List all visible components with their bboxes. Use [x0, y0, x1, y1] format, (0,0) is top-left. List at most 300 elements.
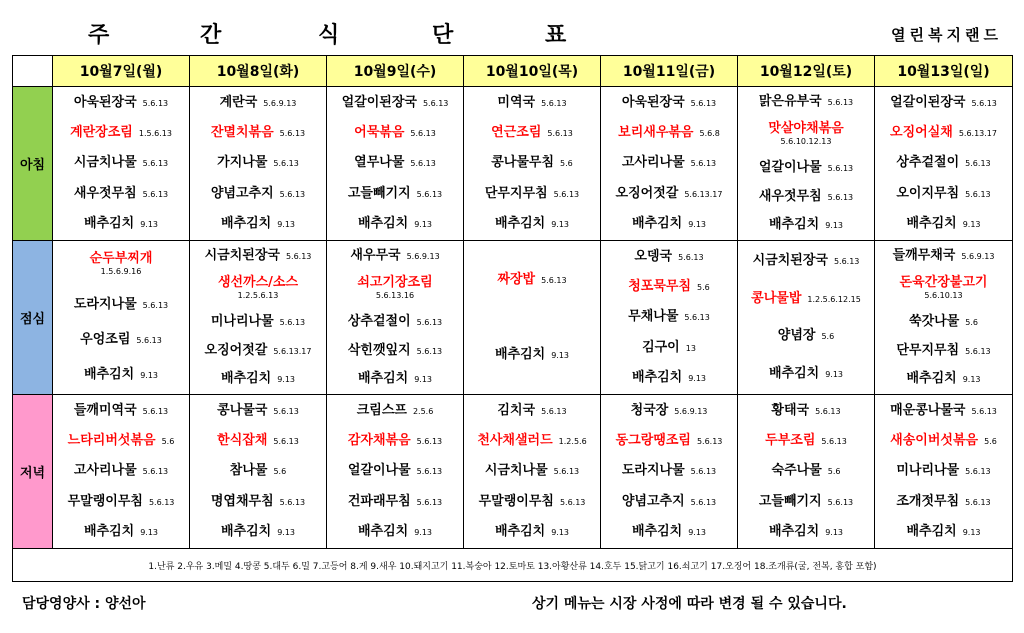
- dish-name: 생선까스/소스: [217, 275, 299, 291]
- allergen-codes: 5.6.13: [273, 159, 299, 169]
- dish-name: 배추김치: [220, 523, 272, 539]
- menu-item: [57, 494, 185, 510]
- dish-name: 배추김치: [631, 369, 683, 385]
- allergen-codes: 5.6.13: [541, 407, 567, 417]
- allergen-codes: 5.6.13: [965, 346, 991, 356]
- dish-name: 미나리나물: [210, 314, 274, 330]
- allergen-codes: 5.6.13: [142, 159, 169, 169]
- menu-cell: [53, 395, 190, 549]
- allergen-codes: 5.6.13: [690, 497, 717, 507]
- menu-item: [57, 95, 185, 111]
- dish-name: 배추김치: [220, 370, 272, 386]
- allergen-codes: 5.6.10.12.13: [780, 137, 832, 147]
- day-header: 10월8일(화): [190, 56, 327, 87]
- menu-item: [468, 433, 596, 449]
- menu-cell: [875, 395, 1013, 549]
- allergen-codes: 5.6.13: [541, 275, 567, 285]
- allergen-codes: 5.6.13: [971, 407, 997, 417]
- dish-name: 배추김치: [357, 370, 409, 386]
- allergen-codes: 5.6.13: [827, 497, 854, 507]
- menu-cell: [327, 395, 464, 549]
- meal-label: 점심: [13, 241, 53, 395]
- allergen-codes: 5.6.13: [690, 159, 717, 169]
- dish-name: 황태국: [771, 403, 810, 419]
- day-header: 10월7일(월): [53, 56, 190, 87]
- dish-name: 상추겉절이: [896, 155, 960, 171]
- dish-name: 시금치나물: [73, 155, 137, 171]
- dish-name: 가지나물: [217, 155, 268, 171]
- allergen-codes: 5.6.13: [410, 129, 436, 139]
- organization-name: 열린복지랜드: [891, 26, 1002, 44]
- menu-item: [194, 155, 322, 171]
- allergen-codes: 1.2.5.6: [558, 437, 587, 447]
- allergen-codes: 5.6.13: [690, 467, 717, 477]
- menu-item: [331, 314, 459, 330]
- menu-item: [879, 186, 1008, 202]
- allergen-codes: 9.13: [140, 219, 159, 229]
- menu-cell: [464, 241, 601, 395]
- dish-name: 들깨미역국: [73, 403, 137, 419]
- allergen-codes: 9.13: [414, 219, 433, 229]
- allergen-codes: 5.6.13: [279, 129, 306, 139]
- allergen-codes: 5.6.13: [965, 467, 991, 477]
- menu-item: [331, 248, 459, 264]
- day-header: 10월10일(목): [464, 56, 601, 87]
- dish-name: 배추김치: [768, 366, 820, 382]
- allergen-codes: 5.6.9.13: [674, 407, 708, 417]
- corner-cell: [13, 56, 53, 87]
- allergen-codes: 5.6: [161, 437, 175, 447]
- menu-item: [879, 216, 1008, 232]
- allergen-codes: 5.6.13.17: [684, 189, 723, 199]
- menu-item: [742, 463, 870, 479]
- menu-cell: [738, 87, 875, 241]
- allergen-codes: 9.13: [962, 374, 981, 384]
- allergen-legend: 1.난류 2.우유 3.메밀 4.땅콩 5.대두 6.밀 7.고등어 8.게 9.새우 10.돼지고기 11.복숭아 12.토마토 13.아황산류 14.호두 15.닭고기 16.쇠고기 17.오징어 18.조개류(굴, 전복, 홍합 포함): [13, 549, 1013, 582]
- menu-item: [468, 216, 596, 232]
- allergen-codes: 5.6.13: [965, 159, 991, 169]
- allergen-codes: 9.13: [688, 219, 707, 229]
- dish-name: 무말랭이무침: [67, 493, 143, 509]
- allergen-codes: 5.6.13: [827, 192, 854, 202]
- menu-item: [468, 125, 596, 141]
- allergen-codes: 5.6.13: [273, 407, 299, 417]
- allergen-codes: 9.13: [140, 371, 159, 381]
- menu-item: [879, 125, 1008, 141]
- menu-item: [57, 433, 185, 449]
- allergen-codes: 5.6.13: [416, 467, 443, 477]
- menu-cell: [53, 241, 190, 395]
- dish-name: 무말랭이무침: [478, 493, 554, 509]
- menu-item: [468, 347, 596, 363]
- menu-item: [468, 272, 596, 288]
- menu-item: [605, 186, 733, 202]
- allergen-codes: 5.6.13: [684, 313, 710, 323]
- allergen-codes: 5.6.13: [279, 497, 306, 507]
- dish-name: 동그랑땡조림: [615, 433, 691, 449]
- dish-name: 콩나물무침: [491, 155, 555, 171]
- menu-item: [194, 276, 322, 302]
- dish-name: 천사채샐러드: [477, 433, 553, 449]
- menu-item: [331, 433, 459, 449]
- menu-item: [194, 95, 322, 111]
- menu-item: [879, 403, 1008, 419]
- allergen-codes: 5.6.13: [965, 189, 991, 199]
- allergen-codes: 5.6.13: [690, 99, 717, 109]
- menu-item: [605, 95, 733, 111]
- allergen-codes: 5.6.13: [821, 437, 847, 447]
- menu-cell: [327, 241, 464, 395]
- menu-item: [742, 494, 870, 510]
- allergen-codes: 5.6.13: [148, 497, 175, 507]
- allergen-codes: 5.6.13: [279, 189, 306, 199]
- dish-name: 얼갈이나물: [758, 160, 822, 176]
- dish-name: 아욱된장국: [73, 95, 137, 111]
- dish-name: 김구이: [642, 339, 680, 355]
- menu-item: [605, 494, 733, 510]
- title-char: 표: [545, 23, 567, 48]
- menu-item: [742, 189, 870, 205]
- dish-name: 양념장: [777, 328, 816, 344]
- dish-name: 우엉조림: [80, 332, 131, 348]
- allergen-codes: 5.6: [273, 467, 287, 477]
- dish-name: 고들빼기지: [758, 493, 822, 509]
- menu-item: [879, 343, 1008, 359]
- menu-item: [331, 524, 459, 540]
- menu-item: [468, 403, 596, 419]
- allergen-codes: 5.6.13: [279, 318, 306, 328]
- allergen-codes: 13: [685, 343, 696, 353]
- menu-item: [57, 155, 185, 171]
- menu-item: [742, 122, 870, 148]
- dish-name: 보리새우볶음: [618, 125, 694, 141]
- menu-item: [194, 343, 322, 359]
- menu-item: [742, 94, 870, 110]
- menu-item: [194, 314, 322, 330]
- allergen-legend-row: [13, 549, 1013, 582]
- menu-item: [331, 343, 459, 359]
- allergen-codes: 5.6.13.17: [958, 129, 997, 139]
- menu-item: [742, 291, 870, 307]
- allergen-codes: 5.6.13: [410, 159, 436, 169]
- dish-name: 짜장밥: [497, 271, 536, 287]
- meal-label: 아침: [13, 87, 53, 241]
- menu-item: [879, 276, 1008, 302]
- dish-name: 단무지무침: [484, 185, 548, 201]
- allergen-codes: 5.6.13: [827, 164, 854, 174]
- dish-name: 삭힌깻잎지: [347, 342, 411, 358]
- menu-cell: [601, 241, 738, 395]
- menu-item: [879, 524, 1008, 540]
- menu-item: [605, 370, 733, 386]
- allergen-codes: 5.6.13: [553, 189, 580, 199]
- menu-item: [605, 249, 733, 265]
- meal-row: [13, 241, 1013, 395]
- dish-name: 고사리나물: [621, 155, 685, 171]
- day-header: 10월11일(금): [601, 56, 738, 87]
- menu-item: [879, 314, 1008, 330]
- meal-label: 저녁: [13, 395, 53, 549]
- allergen-codes: 5.6.13: [833, 256, 860, 266]
- dish-name: 느타리버섯볶음: [67, 433, 156, 449]
- allergen-codes: 9.13: [962, 527, 981, 537]
- allergen-codes: 9.13: [551, 351, 570, 361]
- dish-name: 계란국: [219, 95, 258, 111]
- dish-name: 배추김치: [83, 523, 135, 539]
- dish-name: 매운콩나물국: [890, 403, 966, 419]
- day-header: 10월13일(일): [875, 56, 1013, 87]
- dish-name: 배추김치: [631, 523, 683, 539]
- dish-name: 연근조림: [491, 125, 542, 141]
- allergen-codes: 5.6.13: [142, 300, 169, 310]
- dish-name: 배추김치: [906, 370, 957, 386]
- dish-name: 배추김치: [357, 523, 409, 539]
- allergen-codes: 5.6.13: [678, 253, 704, 263]
- menu-item: [331, 155, 459, 171]
- menu-item: [879, 371, 1008, 387]
- menu-item: [57, 186, 185, 202]
- dish-name: 오이지무침: [896, 185, 960, 201]
- menu-item: [605, 216, 733, 232]
- dish-name: 들깨무채국: [892, 248, 956, 264]
- allergen-codes: 9.13: [825, 370, 844, 380]
- menu-item: [879, 95, 1008, 111]
- dish-name: 청포묵무침: [628, 279, 692, 295]
- allergen-codes: 9.13: [414, 527, 433, 537]
- dish-name: 새우젓무침: [73, 185, 137, 201]
- dish-name: 고사리나물: [73, 463, 137, 479]
- menu-item: [468, 186, 596, 202]
- dish-name: 쑥갓나물: [909, 314, 960, 330]
- menu-item: [331, 186, 459, 202]
- allergen-codes: 5.6.13: [136, 336, 162, 346]
- menu-cell: [875, 87, 1013, 241]
- dish-name: 배추김치: [631, 215, 683, 231]
- dish-name: 건파래무침: [347, 493, 411, 509]
- dish-name: 콩나물밥: [751, 290, 802, 306]
- allergen-codes: 5.6.9.13: [961, 252, 995, 262]
- menu-item: [194, 433, 322, 449]
- dish-name: 시금치나물: [484, 463, 548, 479]
- dish-name: 도라지나물: [621, 463, 685, 479]
- allergen-codes: 5.6.13: [971, 99, 997, 109]
- title-char: 간: [200, 23, 222, 48]
- dish-name: 한식잡채: [217, 433, 268, 449]
- dish-name: 단무지무침: [896, 342, 960, 358]
- allergen-codes: 5.6.13: [965, 497, 991, 507]
- menu-item: [57, 403, 185, 419]
- allergen-codes: 9.13: [825, 527, 844, 537]
- allergen-codes: 9.13: [551, 219, 570, 229]
- menu-item: [879, 433, 1008, 449]
- menu-item: [879, 248, 1008, 264]
- menu-item: [605, 309, 733, 325]
- dish-name: 얼갈이된장국: [341, 95, 417, 111]
- dish-name: 배추김치: [768, 216, 820, 232]
- allergen-codes: 9.13: [688, 373, 707, 383]
- dish-name: 맛살야채볶음: [768, 121, 844, 137]
- day-header-row: [13, 56, 1013, 87]
- allergen-codes: 5.6.13: [416, 189, 443, 199]
- menu-item: [57, 332, 185, 348]
- menu-item: [57, 252, 185, 278]
- menu-item: [605, 524, 733, 540]
- menu-item: [57, 216, 185, 232]
- dish-name: 두부조림: [765, 433, 816, 449]
- allergen-codes: 5.6.13: [696, 437, 723, 447]
- allergen-codes: 5.6: [984, 437, 997, 447]
- menu-item: [468, 494, 596, 510]
- menu-item: [742, 160, 870, 176]
- allergen-codes: 5.6.10.13: [924, 291, 963, 301]
- allergen-codes: 9.13: [414, 374, 433, 384]
- menu-item: [194, 248, 322, 264]
- menu-cell: [464, 87, 601, 241]
- dish-name: 감자채볶음: [347, 433, 411, 449]
- allergen-codes: 5.6.13.16: [375, 291, 415, 301]
- dish-name: 열무나물: [354, 155, 405, 171]
- menu-item: [331, 216, 459, 232]
- title-char: 주: [88, 23, 110, 48]
- dish-name: 배추김치: [906, 523, 957, 539]
- dish-name: 상추겉절이: [347, 314, 411, 330]
- dish-name: 새우무국: [350, 248, 401, 264]
- menu-item: [742, 217, 870, 233]
- menu-item: [468, 95, 596, 111]
- menu-item: [331, 463, 459, 479]
- allergen-codes: 9.13: [688, 527, 707, 537]
- menu-item: [194, 186, 322, 202]
- menu-item: [605, 155, 733, 171]
- menu-cell: [53, 87, 190, 241]
- day-header: 10월9일(수): [327, 56, 464, 87]
- menu-item: [605, 125, 733, 141]
- menu-cell: [601, 87, 738, 241]
- allergen-codes: 5.6.13: [416, 497, 443, 507]
- dish-name: 배추김치: [768, 523, 820, 539]
- allergen-codes: 9.13: [277, 527, 296, 537]
- menu-item: [468, 155, 596, 171]
- menu-item: [57, 125, 185, 141]
- allergen-codes: 9.13: [962, 219, 981, 229]
- menu-item: [194, 216, 322, 232]
- menu-item: [879, 494, 1008, 510]
- dish-name: 고들빼기지: [347, 185, 411, 201]
- allergen-codes: 5.6.13: [541, 99, 567, 109]
- allergen-codes: 5.6.13: [416, 437, 443, 447]
- menu-item: [331, 125, 459, 141]
- allergen-codes: 5.6: [560, 159, 573, 169]
- allergen-codes: 5.6.13: [416, 318, 443, 328]
- allergen-codes: 5.6.13: [142, 467, 169, 477]
- menu-item: [57, 524, 185, 540]
- dish-name: 얼갈이된장국: [890, 95, 966, 111]
- allergen-codes: 5.6.13: [142, 99, 169, 109]
- allergen-codes: 5.6: [827, 467, 841, 477]
- dish-name: 오징어젓갈: [615, 185, 679, 201]
- allergen-codes: 1.2.5.6.13: [237, 291, 279, 301]
- menu-cell: [875, 241, 1013, 395]
- dish-name: 시금치된장국: [752, 252, 828, 268]
- menu-item: [194, 494, 322, 510]
- menu-item: [194, 524, 322, 540]
- dish-name: 배추김치: [83, 367, 135, 383]
- menu-change-notice: 상기 메뉴는 시장 사정에 따라 변경 될 수 있습니다.: [532, 596, 847, 612]
- dish-name: 어묵볶음: [354, 125, 405, 141]
- allergen-codes: 5.6.8: [699, 129, 720, 139]
- dish-name: 청국장: [630, 403, 669, 419]
- menu-cell: [190, 395, 327, 549]
- allergen-codes: 9.13: [277, 374, 296, 384]
- dish-name: 오징어젓갈: [204, 342, 268, 358]
- menu-item: [331, 403, 459, 419]
- dish-name: 참나물: [229, 463, 268, 479]
- menu-cell: [464, 395, 601, 549]
- allergen-codes: 9.13: [825, 220, 844, 230]
- menu-item: [605, 433, 733, 449]
- menu-cell: [738, 395, 875, 549]
- allergen-codes: 5.6: [697, 283, 710, 293]
- dish-name: 순두부찌개: [89, 250, 153, 266]
- dish-name: 배추김치: [220, 215, 272, 231]
- title-char: 단: [432, 23, 454, 48]
- dish-name: 배추김치: [494, 347, 546, 363]
- dish-name: 양념고추지: [621, 493, 685, 509]
- allergen-codes: 9.13: [140, 527, 159, 537]
- allergen-codes: 5.6.9.13: [263, 99, 297, 109]
- menu-item: [605, 403, 733, 419]
- menu-item: [331, 95, 459, 111]
- menu-cell: [738, 241, 875, 395]
- menu-item: [468, 524, 596, 540]
- dish-name: 잔멸치볶음: [210, 125, 274, 141]
- allergen-codes: 5.6.9.13: [406, 252, 440, 262]
- allergen-codes: 5.6.13: [553, 467, 580, 477]
- day-header: 10월12일(토): [738, 56, 875, 87]
- dish-name: 아욱된장국: [621, 95, 685, 111]
- dish-name: 오뎅국: [634, 249, 673, 265]
- allergen-codes: 5.6: [821, 332, 835, 342]
- menu-item: [331, 494, 459, 510]
- dish-name: 도라지나물: [73, 296, 137, 312]
- allergen-codes: 1.5.6.9.16: [100, 266, 142, 276]
- menu-item: [331, 276, 459, 302]
- menu-item: [331, 371, 459, 387]
- menu-item: [468, 463, 596, 479]
- dish-name: 숙주나물: [771, 463, 822, 479]
- dish-name: 김치국: [497, 403, 536, 419]
- menu-cell: [190, 87, 327, 241]
- dish-name: 맑은유부국: [758, 94, 822, 110]
- menu-item: [194, 125, 322, 141]
- menu-item: [742, 328, 870, 344]
- menu-item: [57, 367, 185, 383]
- dish-name: 돈육간장불고기: [899, 275, 988, 291]
- dish-name: 콩나물국: [217, 403, 268, 419]
- weekly-menu-table: [12, 55, 1013, 582]
- menu-item: [605, 279, 733, 295]
- menu-item: [57, 297, 185, 313]
- dish-name: 배추김치: [906, 215, 957, 231]
- menu-item: [742, 253, 870, 269]
- menu-item: [742, 433, 870, 449]
- dish-name: 미나리나물: [896, 463, 960, 479]
- dish-name: 계란장조림: [70, 125, 133, 141]
- dish-name: 배추김치: [357, 215, 409, 231]
- title-char: 식: [318, 23, 340, 48]
- allergen-codes: 9.13: [551, 527, 570, 537]
- meal-row: [13, 395, 1013, 549]
